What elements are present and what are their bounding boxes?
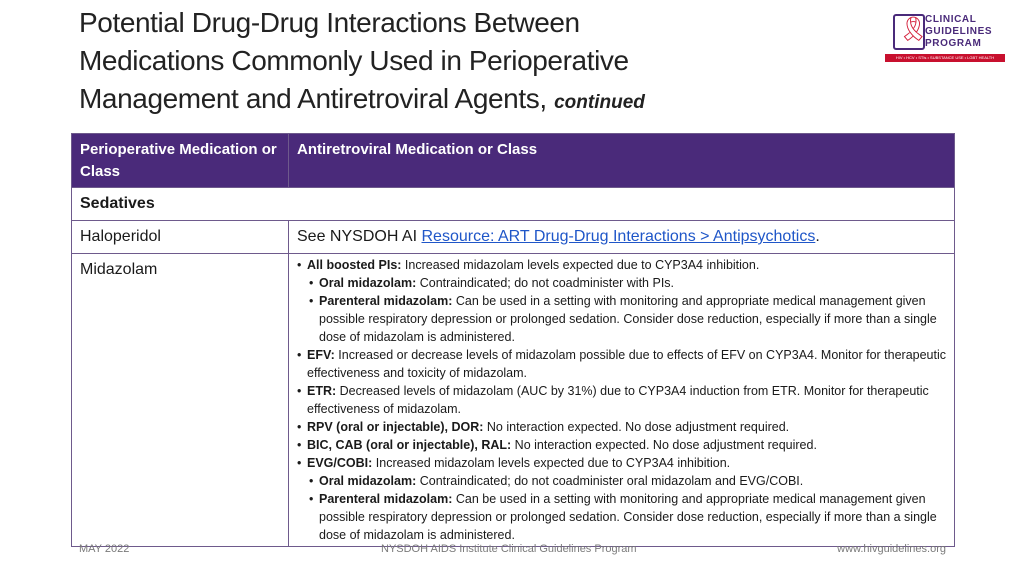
list-item: • BIC, CAB (oral or injectable), RAL: No interaction expected. No dose adjustment required.	[295, 436, 948, 454]
title-line-2: Medications Commonly Used in Perioperative	[79, 45, 629, 76]
list-item: • EFV: Increased or decrease levels of midazolam possible due to effects of EFV on CYP3A4. Monitor for therapeutic effectiveness and toxicity of midazolam.	[295, 346, 948, 382]
logo-line-3: PROGRAM	[925, 38, 982, 49]
logo-tagline-bar: HIV • HCV • STIs • SUBSTANCE USE • LGBT HEALTH	[885, 54, 1005, 62]
section-row	[72, 188, 955, 221]
footer-date: MAY 2022	[79, 543, 130, 555]
list-item: • ETR: Decreased levels of midazolam (AUC by 31%) due to CYP3A4 induction from ETR. Monitor for therapeutic effectiveness of midazolam.	[295, 382, 948, 418]
logo-line-1: CLINICAL	[925, 14, 977, 25]
drug-haloperidol: Haloperidol	[72, 221, 289, 254]
title-line-3-text: Management and Antiretroviral Agents,	[79, 83, 547, 114]
table-header-row	[72, 134, 955, 188]
logo-text	[925, 14, 992, 50]
haloperidol-interaction	[289, 221, 955, 254]
section-sedatives: Sedatives	[72, 188, 955, 221]
table-row	[72, 221, 955, 254]
antipsychotics-resource-link[interactable]: Resource: ART Drug-Drug Interactions > Antipsychotics	[421, 228, 816, 245]
list-item: • All boosted PIs: Increased midazolam levels expected due to CYP3A4 inhibition. • Oral midazolam: Contraindicated; do not coadminister with PIs. • Parenteral midazolam: Can be used in a setting with monitoring and appropriate medical management given possible respiratory depression or prolonged sedation. Consider dose reduction, especially if more than a single dose of midazolam is administered.	[295, 256, 948, 346]
list-item: • Oral midazolam: Contraindicated; do not coadminister oral midazolam and EVG/COBI.	[307, 472, 948, 490]
drug-midazolam: Midazolam	[72, 254, 289, 547]
list-item: • Oral midazolam: Contraindicated; do not coadminister with PIs.	[307, 274, 948, 292]
table-row	[72, 254, 955, 547]
list-item: • RPV (oral or injectable), DOR: No interaction expected. No dose adjustment required.	[295, 418, 948, 436]
header-perioperative: Perioperative Medication or Class	[72, 134, 289, 188]
footer-program: NYSDOH AIDS Institute Clinical Guidelines Program	[381, 543, 637, 555]
title-line-3	[79, 80, 839, 122]
list-item: • Parenteral midazolam: Can be used in a setting with monitoring and appropriate medical management given possible respiratory depression or prolonged sedation. Consider dose reduction, especially if more than a single dose of midazolam is administered.	[307, 490, 948, 544]
title-line-1: Potential Drug-Drug Interactions Between	[79, 7, 580, 38]
sub-list	[307, 472, 948, 544]
logo-line-2: GUIDELINES	[925, 26, 993, 37]
list-item: • EVG/COBI: Increased midazolam levels expected due to CYP3A4 inhibition. • Oral midazolam: Contraindicated; do not coadminister oral midazolam and EVG/COBI. • Parenteral midazolam: Can be used in a setting with monitoring and appropriate medical management given possible respiratory depression or prolonged sedation. Consider dose reduction, especially if more than a single dose of midazolam is administered.	[295, 454, 948, 544]
footer-url[interactable]: www.hivguidelines.org	[837, 543, 946, 555]
interactions-table	[71, 133, 955, 547]
sub-list	[307, 274, 948, 346]
red-ribbon-icon: 🎗	[898, 16, 929, 43]
clinical-guidelines-logo	[885, 12, 1005, 64]
midazolam-interactions	[289, 254, 955, 547]
title-continued: continued	[554, 92, 645, 113]
midazolam-list	[295, 256, 948, 544]
page-title	[79, 4, 839, 122]
haloperidol-suffix: .	[815, 228, 820, 245]
list-item: • Parenteral midazolam: Can be used in a setting with monitoring and appropriate medical management given possible respiratory depression or prolonged sedation. Consider dose reduction, especially if more than a single dose of midazolam is administered.	[307, 292, 948, 346]
header-antiretroviral: Antiretroviral Medication or Class	[289, 134, 955, 188]
haloperidol-prefix: See NYSDOH AI	[297, 228, 422, 245]
